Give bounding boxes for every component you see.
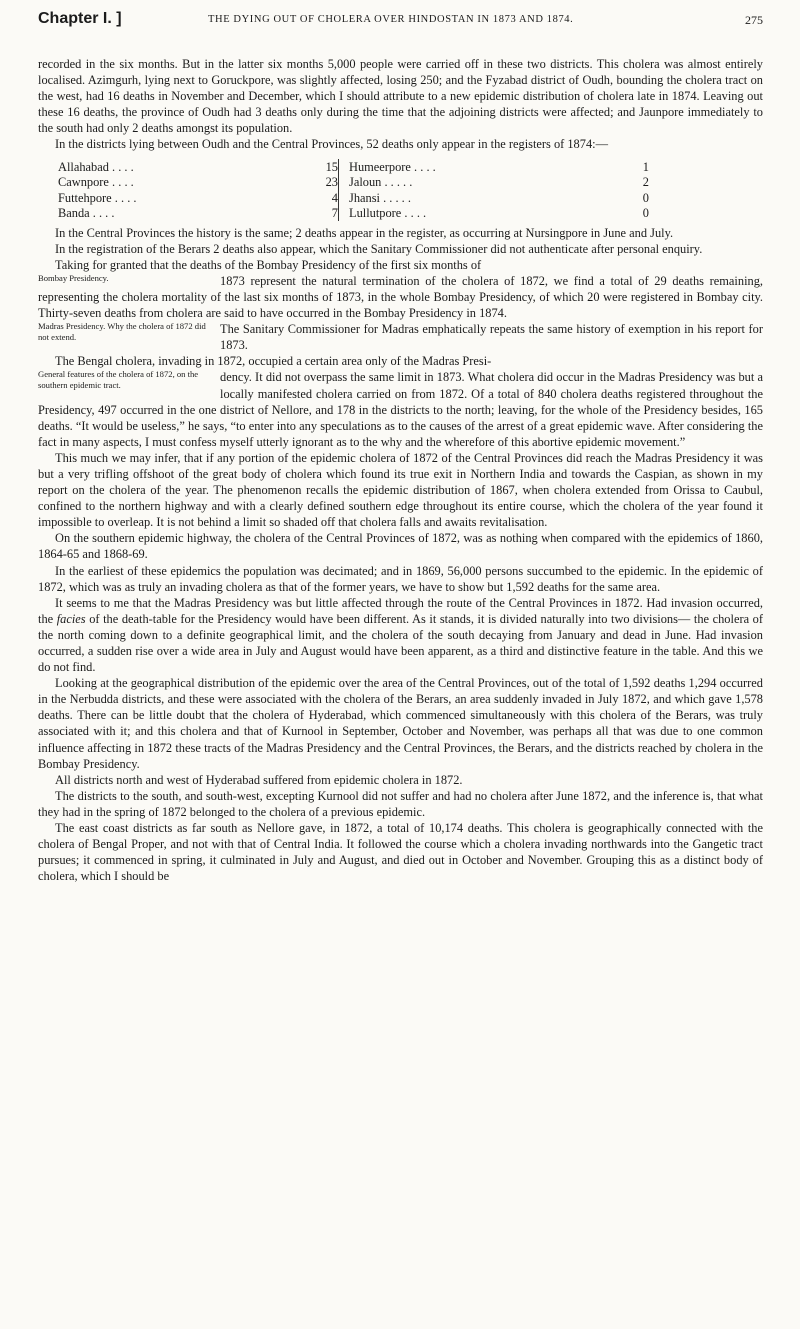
district-deaths-table — [58, 159, 763, 221]
leader-dots: . . . . — [414, 159, 436, 174]
page-header — [38, 8, 763, 38]
district-name: Jhansi — [349, 190, 380, 205]
table-row — [58, 174, 338, 190]
table-row — [58, 205, 338, 221]
death-count: 15 — [325, 159, 338, 174]
death-count: 0 — [642, 190, 649, 205]
death-count: 7 — [331, 206, 338, 221]
district-name: Banda — [58, 206, 90, 221]
table-row — [58, 159, 338, 175]
leader-dots: . . . . — [92, 206, 115, 221]
district-name: Humeerpore — [349, 159, 411, 174]
district-name: Cawnpore — [58, 175, 109, 190]
paragraph: On the southern epidemic highway, the cholera of the Central Provinces of 1872, was as nothing when compared with the epidemics of 1860, 1864-65 and 1868-69. — [38, 531, 763, 562]
table-row — [349, 159, 649, 175]
leader-dots: . . . . — [112, 159, 134, 174]
chapter-label: Chapter I. ] — [38, 10, 122, 27]
paragraph: In the districts lying between Oudh and the Central Provinces, 52 deaths only appear in the registers of 1874:— — [55, 137, 608, 152]
table-row — [349, 174, 649, 190]
table-row — [349, 190, 649, 206]
paragraph: In the earliest of these epidemics the population was decimated; and in 1869, 56,000 persons succumbed to the epidemic. In the epidemic of 1872, which was as truly an invading cholera as that of the former years, we have to show but 1,592 deaths for the same area. — [38, 563, 763, 594]
page-body — [38, 56, 763, 884]
death-count: 1 — [642, 159, 649, 174]
table-row — [58, 190, 338, 206]
margin-note-madras: Madras Presidency. Why the cholera of 1872 did not extend. — [38, 321, 206, 342]
paragraph: 1873 represent the natural termination of the cholera of 1872, we find a total of 29 deaths remaining, representing the cholera mortality of the last six months of 1873, in the whole Bombay Presidency, of which 20 were registered in Bombay city. Thirty-seven deaths from cholera are said to have occurred in the Bombay Presidency in 1874. — [38, 273, 763, 321]
paragraph: Taking for granted that the deaths of the Bombay Presidency of the first six months of — [55, 257, 482, 272]
paragraph: This much we may infer, that if any portion of the epidemic cholera of 1872 of the Central Provinces did reach the Madras Presidency it was but a very trifling offshoot of the great body of cholera which found its true exit in Northern India and towards the Caspian, as shown in my report on the cholera of the year. The phenomenon recalls the epidemic distribution of 1867, when cholera extended from Orissa to Caubul, confined to the northern highway and with a clearly defined southern edge throughout its entire course, which the cholera of the year found it impossible to overleap. It is not behind a limit so shaded off that cholera falls and awaits revitalisation. — [38, 450, 763, 530]
death-count: 4 — [331, 190, 338, 205]
leader-dots: . . . . — [404, 206, 427, 221]
leader-dots: . . . . — [112, 175, 134, 190]
leader-dots: . . . . . — [383, 190, 411, 205]
running-title: THE DYING OUT OF CHOLERA OVER HINDOSTAN IN 1873 AND 1874. — [208, 14, 574, 25]
district-name: Lullutpore — [349, 206, 402, 221]
paragraph: The Bengal cholera, invading in 1872, occupied a certain area only of the Madras Presi- — [55, 354, 492, 369]
table-column-right — [338, 159, 649, 221]
district-name: Futtehpore — [58, 190, 112, 205]
table-column-left — [58, 159, 338, 221]
death-count: 23 — [325, 175, 338, 190]
italic-term: facies — [56, 611, 86, 626]
paragraph: The east coast districts as far south as Nellore gave, in 1872, a total of 10,174 deaths. This cholera is geographically connected with the cholera of Bengal Proper, and not with that of Central India. It followed the course which a cholera invading northwards into the Gangetic tract pursues; it commenced in spring, it culminated in July and August, and died out in October and November. Grouping this as a distinct body of cholera, which I should be — [38, 821, 763, 884]
paragraph: In the registration of the Berars 2 deaths also appear, which the Sanitary Commissioner did not authenticate after personal enquiry. — [55, 241, 703, 256]
paragraph: Looking at the geographical distribution of the epidemic over the area of the Central Provinces, out of the total of 1,592 deaths 1,294 occurred in the Nerbudda districts, and these were associated with the cholera of the Berars, an area suddenly invaded in July 1872, and which gave 1,578 deaths. There can be little doubt that the cholera of Hyderabad, which commenced simultaneously with this cholera of the Berars, was truly associated with it; and this cholera and that of Kurnool in September, October and November, was perhaps all that was due to one common influence affecting in 1872 these tracts of the Madras Presidency and the Central Provinces, the Berars, and the districts reached by cholera in the Bombay Presidency. — [38, 676, 763, 771]
district-name: Allahabad — [58, 159, 109, 174]
page-number: 275 — [745, 13, 763, 27]
paragraph: The Sanitary Commissioner for Madras emphatically repeats the same history of exemption in his report for 1873. — [220, 322, 763, 353]
leader-dots: . . . . — [114, 190, 137, 205]
paragraph: It seems to me that the Madras Presidency was but little affected through the route of the Central Provinces in 1872. Had invasion occurred, the facies of the death-table for the Presidency would have been different. As it stands, it is divided naturally into two divisions— the cholera of the north coming down to a definite geographical limit, and the cholera of the south decaying from January and dead in June. Had invasion occurred, a sudden rise over a wide area in July and August would have been apparent, as a third and distinctive feature in the table. And this we do not find. — [38, 595, 763, 675]
margin-note-bombay: Bombay Presidency. — [38, 272, 109, 283]
margin-note-general-features: General features of the cholera of 1872, on the southern epidemic tract. — [38, 369, 199, 391]
leader-dots: . . . . . — [384, 175, 413, 190]
death-count: 0 — [642, 206, 649, 221]
death-count: 2 — [642, 175, 649, 190]
paragraph: In the Central Provinces the history is the same; 2 deaths appear in the register, as occurring at Nursingpore in June and July. — [55, 225, 674, 240]
paragraph: dency. It did not overpass the same limit in 1873. What cholera did occur in the Madras Presidency was but a locally manifested cholera carried on from 1872. Of a total of 840 cholera deaths registered throughout the Presidency, 497 occurred in the one district of Nellore, and 178 in the districts to the north; leaving, for the whole of the Presidency besides, 165 deaths. “It would be useless,” he says, “to enter into any speculations as to the causes of the arrest of a great epidemic wave. After considering the fact in many aspects, I must confess myself utterly ignorant as to the why and the wherefore of this abortive epidemic movement.” — [38, 370, 763, 449]
table-row — [349, 205, 649, 221]
paragraph: The districts to the south, and south-west, excepting Kurnool did not suffer and had no cholera after June 1872, and the inference is, that what they had in the spring of 1872 belonged to the cholera of a previous epidemic. — [38, 788, 763, 819]
district-name: Jaloun — [349, 175, 382, 190]
paragraph: All districts north and west of Hyderabad suffered from epidemic cholera in 1872. — [55, 772, 463, 787]
paragraph: recorded in the six months. But in the latter six months 5,000 people were carried off in these two districts. This cholera was almost entirely localised. Azimgurh, lying next to Goruckpore, was slightly affected, losing 250; and the Fyzabad district of Oudh, bounding the cholera tract on the west, had 16 deaths in November and December, which I should attribute to a new epidemic distribution of cholera late in 1874. Leaving out these 16 deaths, the province of Oudh had 3 deaths only during the time that the adjoining districts were affected; and Jaunpore immediately to the south had only 2 deaths amongst its population. — [38, 57, 763, 136]
